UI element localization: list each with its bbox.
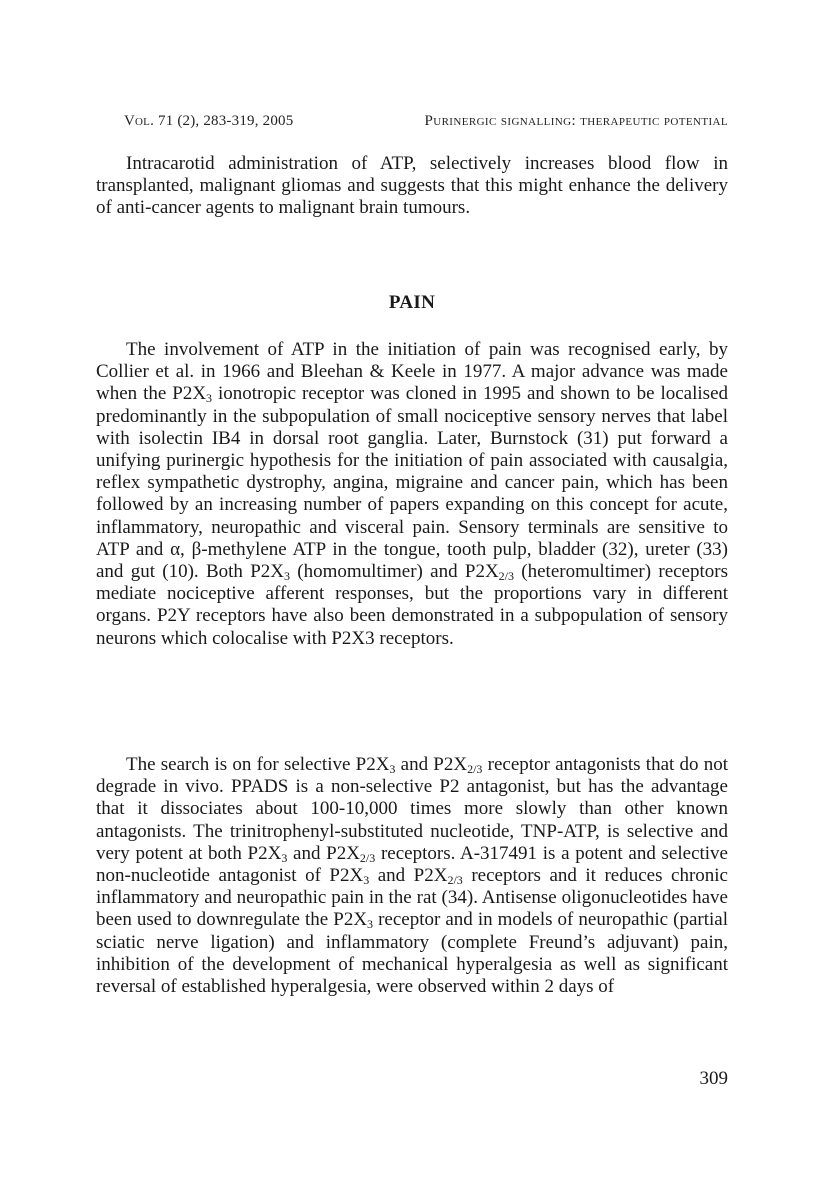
text-run: The involvement of ATP in the initiation of pain was recognised early, by Collier et al. in 1966 and Bleehan & Keele in 1977. A major advance was made when the P2X [96, 339, 728, 405]
text-run: and P2X [287, 842, 360, 864]
subscript: 2/3 [498, 569, 515, 584]
running-head-journal: Vol. 71 (2), 283-319, 2005 [124, 113, 294, 129]
text-run: receptors. A-317491 is a potent and selective non-nucleotide antagonist of P2X [96, 842, 728, 887]
paragraph-text [96, 754, 728, 998]
paragraph-text: Intracarotid administration of ATP, selectively increases blood flow in transplanted, malignant gliomas and suggests that this might enhance the delivery of anti-cancer agents to malignant brain tumours. [96, 153, 728, 219]
body-paragraph-1 [96, 153, 728, 220]
subscript: 2/3 [467, 762, 483, 776]
subscript: 3 [363, 873, 370, 888]
subscript: 3 [281, 850, 288, 865]
text-run: (heteromultimer) receptors mediate nociceptive afferent responses, but the proportions vary in different organs. P2Y receptors have also been demonstrated in a subpopulation of sensory neurons which colocalise with P2X3 receptors. [96, 561, 728, 649]
subscript: 3 [389, 762, 396, 776]
subscript: 3 [206, 391, 213, 406]
running-head [124, 113, 728, 133]
paragraph-text [96, 339, 728, 650]
subscript: 2/3 [359, 850, 376, 865]
text-run: and P2X [369, 865, 448, 887]
text-run: receptors and it reduces chronic inflammatory and neuropathic pain in the rat (34). Antisense oligonucleotides have been used to downregulate the P2X [96, 865, 728, 931]
text-run: (homomultimer) and P2X [290, 561, 499, 583]
subscript: 2/3 [447, 873, 463, 888]
body-paragraph-2 [96, 339, 728, 650]
subscript: 3 [367, 917, 374, 932]
text-run: ionotropic receptor was cloned in 1995 and shown to be localised predominantly in the subpopulation of small nociceptive sensory nerves that label with isolectin IB4 in dorsal root ganglia. Later, Burnstock (31) put forward a unifying purinergic hypothesis for the initiation of pain associated with causalgia, reflex sympathetic dystrophy, angina, migraine and cancer pain, which has been followed by an increasing number of papers expanding on this concept for acute, inflammatory, neuropathic and visceral pain. Sensory terminals are sensitive to ATP and α, β-methylene ATP in the tongue, tooth pulp, bladder (32), ureter (33) and gut (10). Both P2X [96, 383, 729, 583]
text-run: receptor antagonists that do not degrade in vivo. PPADS is a non-selective P2 antagonist, but has the advantage that it dissociates about 100-10,000 times more slowly than other known antagonists. The trinitrophenyl-substituted nucleotide, TNP-ATP, is selective and very potent at both P2X [96, 754, 728, 864]
section-heading: PAIN [388, 292, 436, 313]
page-number: 309 [699, 1068, 728, 1089]
text-run: and P2X [395, 754, 468, 775]
body-paragraph-3 [96, 754, 728, 998]
text-run: The search is on for selective P2X [126, 754, 390, 775]
running-head-title: Purinergic signalling: therapeutic potential [424, 113, 728, 129]
subscript: 3 [284, 569, 290, 584]
text-run: receptor and in models of neuropathic (partial sciatic nerve ligation) and inflammatory (complete Freund’s adjuvant) pain, inhibition of the development of mechanical hyperalgesia as well as significant reversal of established hyperalgesia, were observed within 2 days of [96, 909, 728, 998]
